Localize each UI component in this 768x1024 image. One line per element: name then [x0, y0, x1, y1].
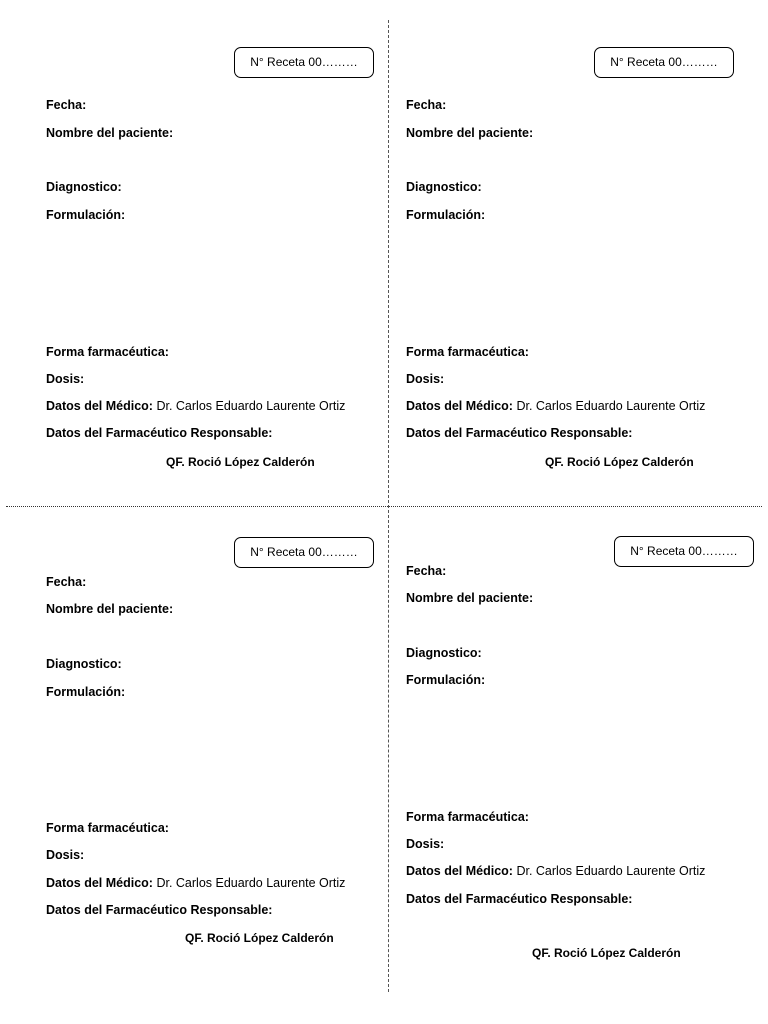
- pharmacist-label: Datos del Farmacéutico Responsable:: [406, 892, 633, 906]
- formulation-label: Formulación:: [46, 208, 126, 222]
- patient-name-label: Nombre del paciente:: [46, 126, 174, 140]
- doctor-name: Dr. Carlos Eduardo Laurente Ortiz: [516, 864, 706, 878]
- doctor-label: Datos del Médico:: [46, 876, 153, 890]
- prescription-number-box: N° Receta 00………: [234, 537, 374, 568]
- prescription-number-box: N° Receta 00………: [594, 47, 734, 78]
- dose-label: Dosis:: [46, 372, 85, 386]
- pharmacist-label: Datos del Farmacéutico Responsable:: [406, 426, 633, 440]
- doctor-label: Datos del Médico:: [406, 399, 513, 413]
- dosage-form-label: Forma farmacéutica:: [46, 345, 169, 359]
- pharmacist-name: QF. Roció López Calderón: [185, 931, 334, 945]
- dosage-form-label: Forma farmacéutica:: [406, 345, 529, 359]
- prescription-number-box: N° Receta 00………: [614, 536, 754, 567]
- dosage-form-label: Forma farmacéutica:: [46, 821, 169, 835]
- patient-name-label: Nombre del paciente:: [46, 602, 174, 616]
- doctor-name: Dr. Carlos Eduardo Laurente Ortiz: [156, 876, 346, 890]
- formulation-label: Formulación:: [46, 685, 126, 699]
- doctor-data: [46, 876, 345, 890]
- formulation-label: Formulación:: [406, 673, 486, 687]
- formulation-label: Formulación:: [406, 208, 486, 222]
- diagnosis-label: Diagnostico:: [46, 180, 122, 194]
- date-label: Fecha:: [406, 564, 447, 578]
- prescription-number-box: N° Receta 00………: [234, 47, 374, 78]
- diagnosis-label: Diagnostico:: [46, 657, 122, 671]
- pharmacist-label: Datos del Farmacéutico Responsable:: [46, 903, 273, 917]
- dose-label: Dosis:: [406, 837, 445, 851]
- doctor-name: Dr. Carlos Eduardo Laurente Ortiz: [156, 399, 346, 413]
- pharmacist-label: Datos del Farmacéutico Responsable:: [46, 426, 273, 440]
- date-label: Fecha:: [46, 575, 87, 589]
- diagnosis-label: Diagnostico:: [406, 180, 482, 194]
- pharmacist-name: QF. Roció López Calderón: [545, 455, 694, 469]
- patient-name-label: Nombre del paciente:: [406, 591, 534, 605]
- patient-name-label: Nombre del paciente:: [406, 126, 534, 140]
- doctor-label: Datos del Médico:: [406, 864, 513, 878]
- doctor-label: Datos del Médico:: [46, 399, 153, 413]
- dosage-form-label: Forma farmacéutica:: [406, 810, 529, 824]
- doctor-data: [406, 864, 705, 878]
- pharmacist-name: QF. Roció López Calderón: [166, 455, 315, 469]
- pharmacist-name: QF. Roció López Calderón: [532, 946, 681, 960]
- date-label: Fecha:: [46, 98, 87, 112]
- date-label: Fecha:: [406, 98, 447, 112]
- diagnosis-label: Diagnostico:: [406, 646, 482, 660]
- prescription-card-bottom-right: [360, 0, 768, 1024]
- dose-label: Dosis:: [406, 372, 445, 386]
- dose-label: Dosis:: [46, 848, 85, 862]
- doctor-name: Dr. Carlos Eduardo Laurente Ortiz: [516, 399, 706, 413]
